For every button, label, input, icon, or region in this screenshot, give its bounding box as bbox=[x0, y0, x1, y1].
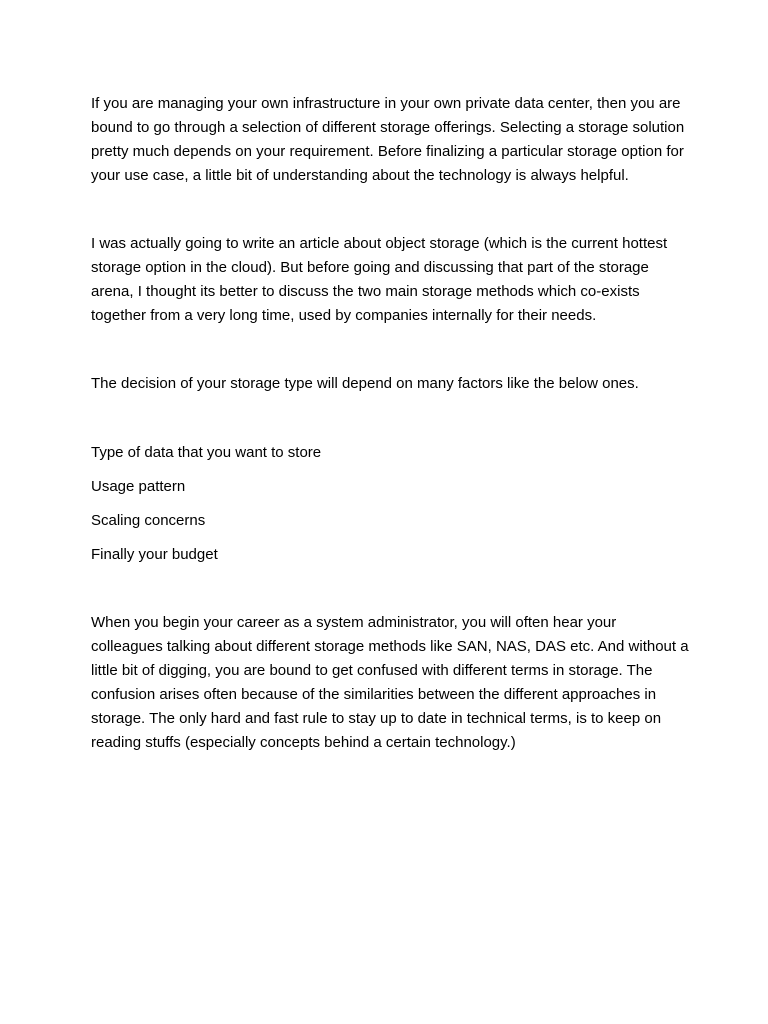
list-item-data-type: Type of data that you want to store bbox=[91, 444, 322, 461]
list-item-usage-pattern: Usage pattern bbox=[91, 478, 186, 495]
document-body bbox=[91, 92, 691, 755]
list-item-budget: Finally your budget bbox=[91, 546, 218, 563]
factor-list bbox=[91, 441, 691, 567]
list-item-scaling: Scaling concerns bbox=[91, 512, 206, 529]
paragraph-closing: When you begin your career as a system administrator, you will often hear your colleagues talking about different storage methods like SAN, NAS, DAS etc. And without a little bit of digging, you are bound to get confused with different terms in storage. The confusion arises often because of the similarities between the different approaches in storage. The only hard and fast rule to stay up to date in technical terms, is to keep on reading stuffs (especially concepts behind a certain technology.) bbox=[91, 614, 689, 751]
paragraph-intro: If you are managing your own infrastructure in your own private data center, then you are bound to go through a selection of different storage offerings. Selecting a storage solution pretty much depends on your requirement. Before finalizing a particular storage option for your use case, a little bit of understanding about the technology is always helpful. bbox=[91, 95, 685, 184]
paragraph-decision-factors: The decision of your storage type will depend on many factors like the below ones. bbox=[91, 375, 639, 392]
paragraph-object-storage: I was actually going to write an article about object storage (which is the current hottest storage option in the cloud). But before going and discussing that part of the storage arena, I thought its better to discuss the two main storage methods which co-exists together from a very long time, used by companies internally for their needs. bbox=[91, 235, 668, 324]
